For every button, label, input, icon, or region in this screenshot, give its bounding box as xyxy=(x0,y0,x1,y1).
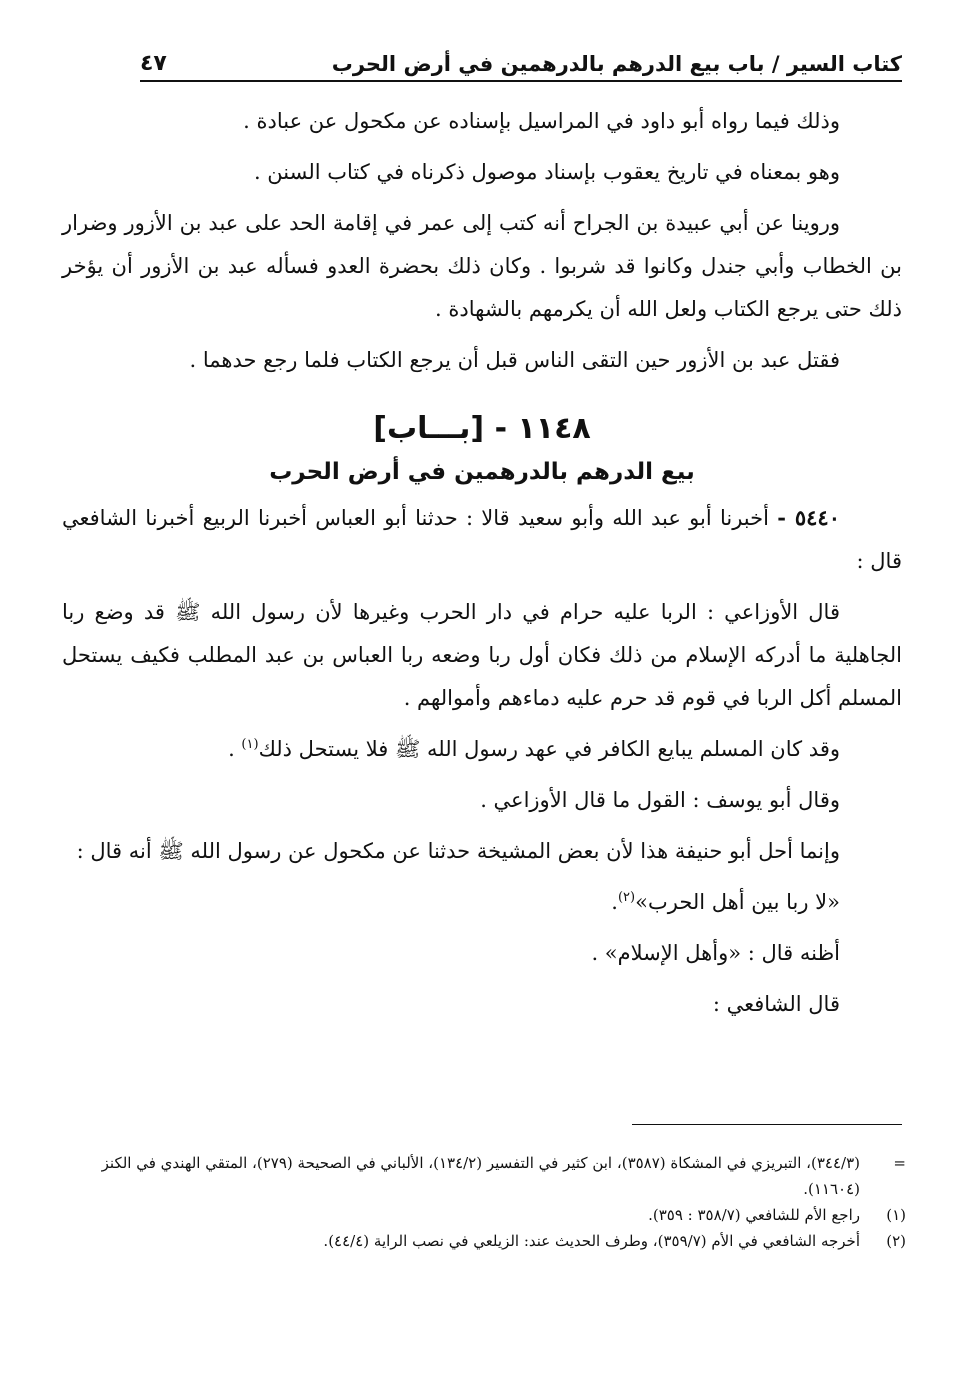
paragraph-qatl: فقتل عبد بن الأزور حين التقى الناس قبل أن يرجع الكتاب فلما رجع حدهما . xyxy=(189,348,840,372)
paragraph-shafii: قال الشافعي : xyxy=(712,992,840,1016)
paragraph-abu-ubaida-text: وروينا عن أبي عبيدة بن الجراح أنه كتب إلى عمر في إقامة الحد على عبد بن الأزور وضرار بن الخطاب وأبي جندل وكانوا قد شربوا . وكان ذلك بحضرة العدو فسأله عبد بن الأزور أن يؤخر ذلك حتى يرجع الكتاب ولعل الله أن يكرمهم بالشهادة . xyxy=(62,211,902,321)
footnote-rule xyxy=(632,1124,902,1125)
paragraph-awzai-text: قال الأوزاعي : الربا عليه حرام في دار الحرب وغيرها لأن رسول الله ﷺ قد وضع ربا الجاهلية ما أدركه الإسلام من ذلك فكان أول ربا وضعه ربا العباس بن عبد المطلب فكيف يستحل المسلم أكل الربا في قوم قد حرم عليه دماءهم وأموالهم . xyxy=(62,600,902,710)
paragraph-abu-hanifa xyxy=(62,830,902,873)
footnote-1-mark: (١) xyxy=(886,1206,906,1224)
main-text xyxy=(62,100,902,1034)
footnote-1-text: راجع الأم للشافعي (٣٥٨/٧ : ٣٥٩). xyxy=(648,1206,860,1224)
footnote-continuation-mark: = xyxy=(893,1154,906,1172)
footnote-ref-1[interactable]: (١) xyxy=(241,737,259,752)
hadith-number: ٥٤٤٠ - xyxy=(777,505,840,530)
footnote-ref-2[interactable]: (٢) xyxy=(617,890,636,905)
page-number: ٤٧ xyxy=(140,51,167,76)
paragraph-no-riba xyxy=(62,881,902,924)
hadith-paragraph xyxy=(62,496,902,583)
running-header xyxy=(140,36,902,76)
chapter-title: بيع الدرهم بالدرهمين في أرض الحرب xyxy=(269,459,695,485)
paragraph-awzai xyxy=(62,591,902,720)
paragraph-mursal: وذلك فيما رواه أبو داود في المراسيل بإسناده عن مكحول عن عبادة . xyxy=(243,109,840,133)
header-title: كتاب السير / باب بيع الدرهم بالدرهمين في أرض الحرب xyxy=(331,52,902,76)
footnote-2-mark: (٢) xyxy=(886,1232,906,1250)
paragraph-muslim-text: وقد كان المسلم يبايع الكافر في عهد رسول الله ﷺ فلا يستحل ذلك xyxy=(258,737,840,761)
footnotes xyxy=(62,1150,906,1254)
paragraph-azunnuh: أظنه قال : «وأهل الإسلام» . xyxy=(591,941,840,965)
header-rule xyxy=(140,80,902,82)
footnote-continuation xyxy=(62,1150,906,1202)
paragraph-abu-yusuf: وقال أبو يوسف : القول ما قال الأوزاعي . xyxy=(480,788,840,812)
footnote-2 xyxy=(62,1228,906,1254)
paragraph-abu-hanifa-text: وإنما أحل أبو حنيفة هذا لأن بعض المشيخة حدثنا عن مكحول عن رسول الله ﷺ أنه قال : xyxy=(76,839,840,863)
paragraph-tarikh: وهو بمعناه في تاريخ يعقوب بإسناد موصول ذكرناه في كتاب السنن . xyxy=(253,160,840,184)
paragraph-muslim xyxy=(62,728,902,771)
footnote-1 xyxy=(62,1202,906,1228)
hadith-text: أخبرنا أبو عبد الله وأبو سعيد قالا : حدثنا أبو العباس أخبرنا الربيع أخبرنا الشافعي قال : xyxy=(62,506,902,573)
paragraph-no-riba-text: «لا ربا بين أهل الحرب» xyxy=(635,890,840,914)
footnote-2-text: أخرجه الشافعي في الأم (٣٥٩/٧)، وطرف الحديث عند: الزيلعي في نصب الراية (٤٤/٤). xyxy=(323,1232,860,1250)
footnote-continuation-text: (٣٤٤/٣)، التبريزي في المشكاة (٣٥٨٧)، ابن كثير في التفسير (١٣٤/٢)، الألباني في الصحيحة (٢٧٩)، المتقي الهندي في الكنز (١١٦٠٤). xyxy=(101,1154,860,1198)
paragraph-abu-ubaida xyxy=(62,202,902,331)
chapter-number: ١١٤٨ - [بـــاب] xyxy=(373,411,591,446)
paragraph-muslim-end: . xyxy=(228,737,242,761)
paragraph-no-riba-end: . xyxy=(611,890,618,914)
